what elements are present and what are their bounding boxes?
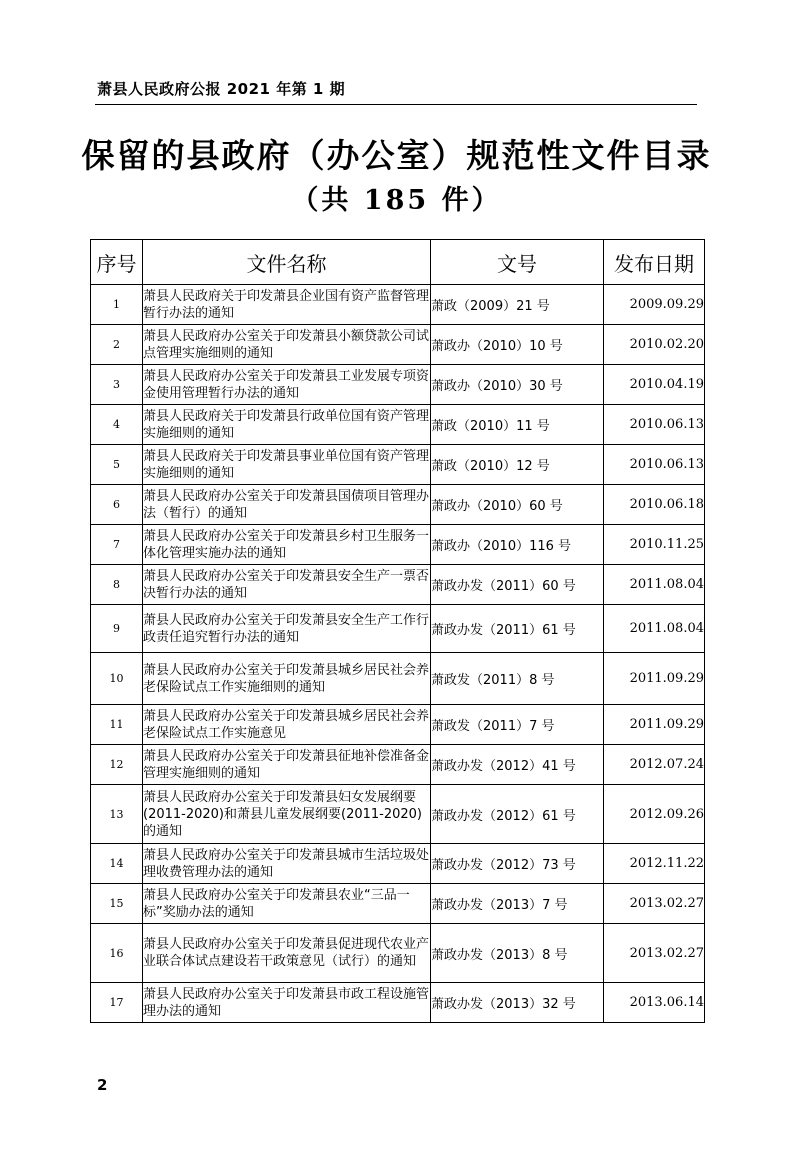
document-number: 萧政办（2010）10 号 bbox=[431, 325, 604, 365]
document-number: 萧政办发（2013）7 号 bbox=[431, 884, 604, 924]
publish-date: 2010.06.13 bbox=[604, 405, 705, 445]
row-number: 15 bbox=[91, 884, 143, 924]
document-name: 萧县人民政府办公室关于印发萧县促进现代农业产业联合体试点建设若干政策意见（试行）的通知 bbox=[143, 924, 431, 983]
document-number: 萧政（2010）12 号 bbox=[431, 445, 604, 485]
publish-date: 2012.09.26 bbox=[604, 785, 705, 844]
document-name: 萧县人民政府办公室关于印发萧县国债项目管理办法（暂行）的通知 bbox=[143, 485, 431, 525]
row-number: 1 bbox=[91, 285, 143, 325]
document-number: 萧政办发（2011）61 号 bbox=[431, 605, 604, 653]
document-name: 萧县人民政府办公室关于印发萧县城乡居民社会养老保险试点工作实施细则的通知 bbox=[143, 653, 431, 705]
table-row bbox=[91, 285, 705, 325]
column-header-name: 文件名称 bbox=[143, 240, 431, 285]
bulletin-header: 萧县人民政府公报 2021 年第 1 期 bbox=[97, 80, 346, 98]
document-name: 萧县人民政府办公室关于印发萧县安全生产工作行政责任追究暂行办法的通知 bbox=[143, 605, 431, 653]
document-name: 萧县人民政府关于印发萧县事业单位国有资产管理实施细则的通知 bbox=[143, 445, 431, 485]
row-number: 2 bbox=[91, 325, 143, 365]
document-name: 萧县人民政府办公室关于印发萧县乡村卫生服务一体化管理实施办法的通知 bbox=[143, 525, 431, 565]
table-row bbox=[91, 924, 705, 983]
table-row bbox=[91, 485, 705, 525]
document-number: 萧政办发（2011）60 号 bbox=[431, 565, 604, 605]
table-row bbox=[91, 705, 705, 745]
document-name: 萧县人民政府关于印发萧县行政单位国有资产管理实施细则的通知 bbox=[143, 405, 431, 445]
publish-date: 2012.07.24 bbox=[604, 745, 705, 785]
row-number: 16 bbox=[91, 924, 143, 983]
document-name: 萧县人民政府关于印发萧县企业国有资产监督管理暂行办法的通知 bbox=[143, 285, 431, 325]
table-row bbox=[91, 605, 705, 653]
document-number: 萧政办（2010）116 号 bbox=[431, 525, 604, 565]
table-row bbox=[91, 445, 705, 485]
document-name: 萧县人民政府办公室关于印发萧县妇女发展纲要(2011-2020)和萧县儿童发展纲要(2011-2020)的通知 bbox=[143, 785, 431, 844]
document-number: 萧政办（2010）30 号 bbox=[431, 365, 604, 405]
page-title: 保留的县政府（办公室）规范性文件目录 bbox=[81, 136, 712, 175]
row-number: 9 bbox=[91, 605, 143, 653]
table-row bbox=[91, 983, 705, 1023]
table-row bbox=[91, 525, 705, 565]
document-number: 萧政办发（2012）73 号 bbox=[431, 844, 604, 884]
table-row bbox=[91, 365, 705, 405]
row-number: 5 bbox=[91, 445, 143, 485]
publish-date: 2010.02.20 bbox=[604, 325, 705, 365]
publish-date: 2012.11.22 bbox=[604, 844, 705, 884]
column-header-date: 发布日期 bbox=[604, 240, 705, 285]
document-number: 萧政（2009）21 号 bbox=[431, 285, 604, 325]
table-row bbox=[91, 745, 705, 785]
document-name: 萧县人民政府办公室关于印发萧县农业“三品一标”奖励办法的通知 bbox=[143, 884, 431, 924]
document-name: 萧县人民政府办公室关于印发萧县安全生产一票否决暂行办法的通知 bbox=[143, 565, 431, 605]
publish-date: 2011.08.04 bbox=[604, 605, 705, 653]
document-name: 萧县人民政府办公室关于印发萧县城市生活垃圾处理收费管理办法的通知 bbox=[143, 844, 431, 884]
publish-date: 2010.06.18 bbox=[604, 485, 705, 525]
table-row bbox=[91, 653, 705, 705]
publish-date: 2013.06.14 bbox=[604, 983, 705, 1023]
publish-date: 2011.08.04 bbox=[604, 565, 705, 605]
row-number: 13 bbox=[91, 785, 143, 844]
row-number: 7 bbox=[91, 525, 143, 565]
row-number: 11 bbox=[91, 705, 143, 745]
row-number: 3 bbox=[91, 365, 143, 405]
column-header-doc-number: 文号 bbox=[431, 240, 604, 285]
row-number: 17 bbox=[91, 983, 143, 1023]
row-number: 14 bbox=[91, 844, 143, 884]
row-number: 12 bbox=[91, 745, 143, 785]
publish-date: 2010.06.13 bbox=[604, 445, 705, 485]
table-row bbox=[91, 844, 705, 884]
document-name: 萧县人民政府办公室关于印发萧县征地补偿准备金管理实施细则的通知 bbox=[143, 745, 431, 785]
document-number: 萧政办发（2012）61 号 bbox=[431, 785, 604, 844]
document-name: 萧县人民政府办公室关于印发萧县小额贷款公司试点管理实施细则的通知 bbox=[143, 325, 431, 365]
document-number: 萧政（2010）11 号 bbox=[431, 405, 604, 445]
publish-date: 2011.09.29 bbox=[604, 653, 705, 705]
document-name: 萧县人民政府办公室关于印发萧县市政工程设施管理办法的通知 bbox=[143, 983, 431, 1023]
publish-date: 2011.09.29 bbox=[604, 705, 705, 745]
row-number: 10 bbox=[91, 653, 143, 705]
document-number: 萧政发（2011）8 号 bbox=[431, 653, 604, 705]
page-number: 2 bbox=[97, 1076, 108, 1094]
table-row bbox=[91, 884, 705, 924]
document-name: 萧县人民政府办公室关于印发萧县城乡居民社会养老保险试点工作实施意见 bbox=[143, 705, 431, 745]
publish-date: 2009.09.29 bbox=[604, 285, 705, 325]
table-row bbox=[91, 785, 705, 844]
row-number: 4 bbox=[91, 405, 143, 445]
header-rule bbox=[95, 104, 697, 105]
publish-date: 2013.02.27 bbox=[604, 884, 705, 924]
document-table bbox=[90, 239, 705, 1023]
column-header-no: 序号 bbox=[91, 240, 143, 285]
page-subtitle: （共 185 件） bbox=[291, 185, 502, 216]
row-number: 8 bbox=[91, 565, 143, 605]
table-header-row bbox=[91, 240, 705, 285]
table-row bbox=[91, 325, 705, 365]
document-name: 萧县人民政府办公室关于印发萧县工业发展专项资金使用管理暂行办法的通知 bbox=[143, 365, 431, 405]
document-number: 萧政办发（2012）41 号 bbox=[431, 745, 604, 785]
document-number: 萧政办（2010）60 号 bbox=[431, 485, 604, 525]
table-row bbox=[91, 565, 705, 605]
document-number: 萧政办发（2013）8 号 bbox=[431, 924, 604, 983]
document-number: 萧政办发（2013）32 号 bbox=[431, 983, 604, 1023]
table-row bbox=[91, 405, 705, 445]
document-number: 萧政发（2011）7 号 bbox=[431, 705, 604, 745]
publish-date: 2010.04.19 bbox=[604, 365, 705, 405]
row-number: 6 bbox=[91, 485, 143, 525]
publish-date: 2010.11.25 bbox=[604, 525, 705, 565]
publish-date: 2013.02.27 bbox=[604, 924, 705, 983]
